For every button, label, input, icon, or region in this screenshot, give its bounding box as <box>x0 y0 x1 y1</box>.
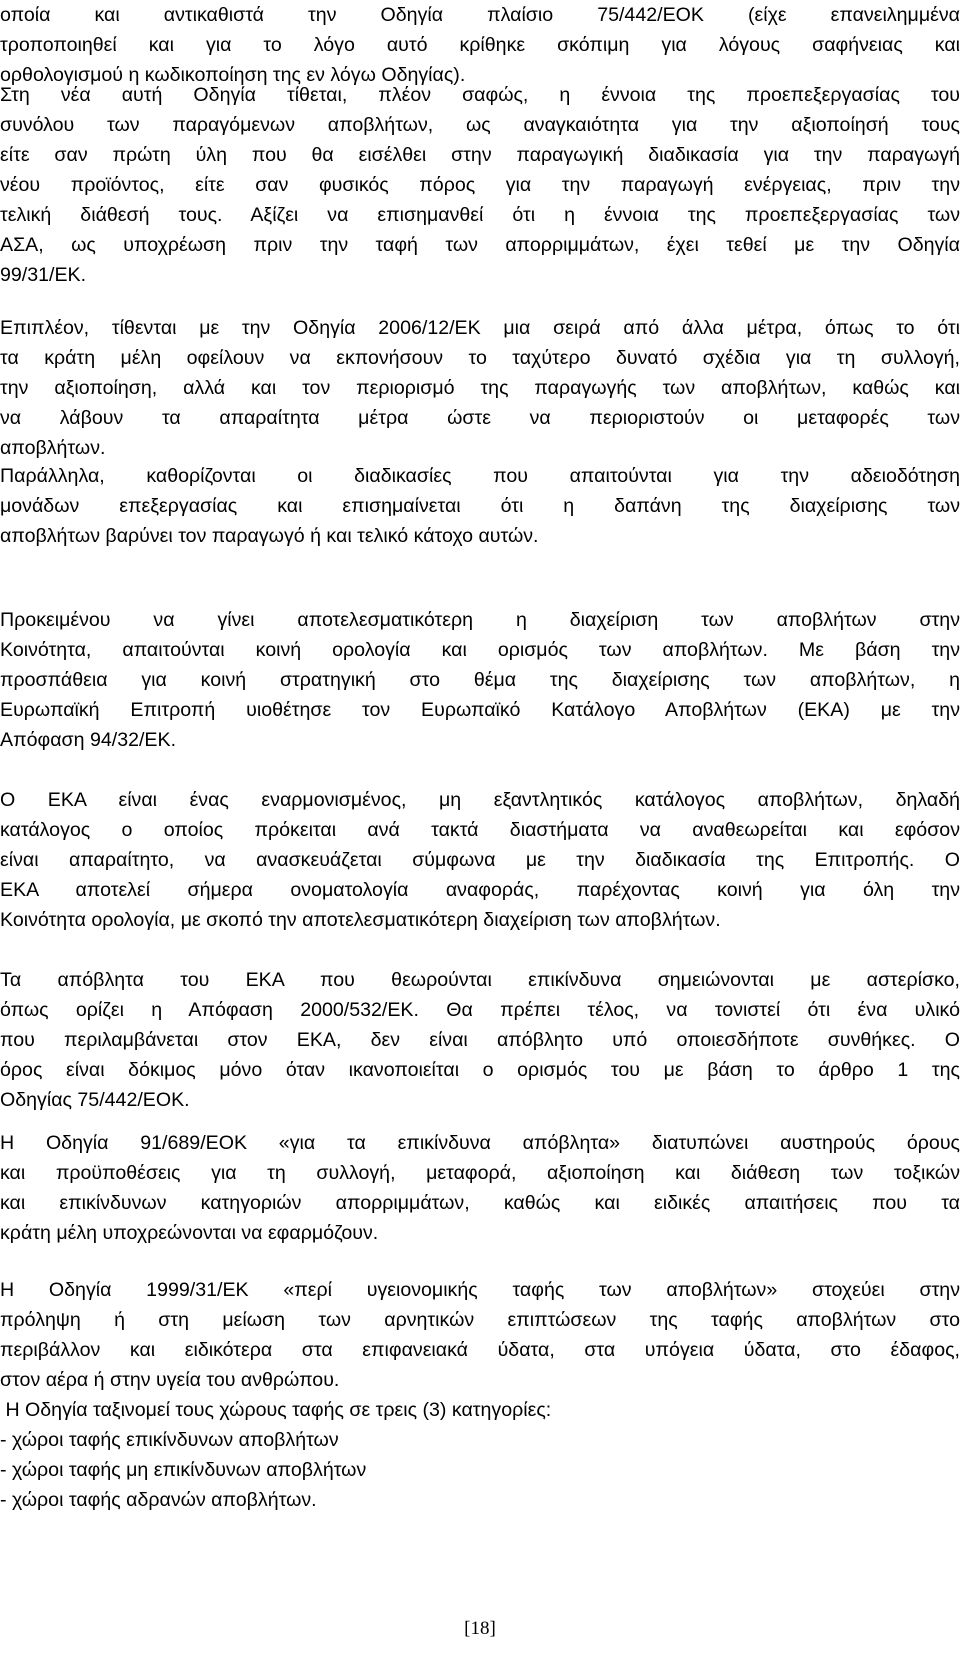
text-line: Κοινότητα ορολογία, με σκοπό την αποτελεσματικότερη διαχείριση των αποβλήτων. <box>0 909 721 931</box>
text-line: είτε σαν πρώτη ύλη που θα εισέλθει στην παραγωγική διαδικασία για την παραγωγή <box>0 144 960 166</box>
text-line: κατάλογος ο οποίος πρόκειται ανά τακτά διαστήματα να αναθεωρείται και εφόσον <box>0 819 960 841</box>
text-line: όπως ορίζει η Απόφαση 2000/532/ΕΚ. Θα πρέπει τέλος, να τονιστεί ότι ένα υλικό <box>0 999 960 1021</box>
text-line: συνόλου των παραγόμενων αποβλήτων, ως αναγκαιότητα για την αξιοποίησή τους <box>0 114 960 136</box>
paragraph-9 <box>0 1275 960 1395</box>
paragraph-3 <box>0 313 960 463</box>
text-line: Τα απόβλητα του ΕΚΑ που θεωρούνται επικίνδυνα σημειώνονται με αστερίσκο, <box>0 969 960 991</box>
text-line: νέου προϊόντος, είτε σαν φυσικός πόρος για την παραγωγή ενέργειας, πριν την <box>0 174 960 196</box>
text-line: όρος είναι δόκιμος μόνο όταν ικανοποιείται ο ορισμός του με βάση το άρθρο 1 της <box>0 1059 960 1081</box>
text-line: περιβάλλον και ειδικότερα στα επιφανειακά ύδατα, στα υπόγεια ύδατα, στο έδαφος, <box>0 1339 960 1361</box>
text-line: Απόφαση 94/32/ΕΚ. <box>0 729 177 751</box>
text-line: και προϋποθέσεις για τη συλλογή, μεταφορά, αξιοποίηση και διάθεση των τοξικών <box>0 1162 960 1184</box>
paragraph-2 <box>0 80 960 290</box>
text-line: στον αέρα ή στην υγεία του ανθρώπου. <box>0 1369 340 1391</box>
text-line: αποβλήτων βαρύνει τον παραγωγό ή και τελικό κάτοχο αυτών. <box>0 525 539 547</box>
text-line: Η Οδηγία 1999/31/ΕΚ «περί υγειονομικής ταφής των αποβλήτων» στοχεύει στην <box>0 1279 960 1301</box>
text-line: 99/31/ΕΚ. <box>0 264 87 286</box>
paragraph-8 <box>0 1128 960 1248</box>
text-line: τροποποιηθεί και για το λόγο αυτό κρίθηκε σκόπιμη για λόγους σαφήνειας και <box>0 34 960 56</box>
text-line: Προκειμένου να γίνει αποτελεσματικότερη η διαχείριση των αποβλήτων στην <box>0 609 960 631</box>
text-line: αποβλήτων. <box>0 437 106 459</box>
text-line: Ο ΕΚΑ είναι ένας εναρμονισμένος, μη εξαντλητικός κατάλογος αποβλήτων, δηλαδή <box>0 789 960 811</box>
text-line: Επιπλέον, τίθενται με την Οδηγία 2006/12/ΕΚ μια σειρά από άλλα μέτρα, όπως το ότι <box>0 317 960 339</box>
text-line: ορθολογισμού η κωδικοποίηση της εν λόγω Οδηγίας). <box>0 64 466 86</box>
text-line: Κοινότητα, απαιτούνται κοινή ορολογία και ορισμός των αποβλήτων. Με βάση την <box>0 639 960 661</box>
text-line: κράτη μέλη υποχρεώνονται να εφαρμόζουν. <box>0 1222 379 1244</box>
page-number: [18] <box>464 1618 496 1639</box>
text-line: που περιλαμβάνεται στον ΕΚΑ, δεν είναι απόβλητο υπό οποιεσδήποτε συνθήκες. Ο <box>0 1029 960 1051</box>
text-line: Παράλληλα, καθορίζονται οι διαδικασίες που απαιτούνται για την αδειοδότηση <box>0 465 960 487</box>
text-line: την αξιοποίηση, αλλά και τον περιορισμό της παραγωγής των αποβλήτων, καθώς και <box>0 377 960 399</box>
text-line: Οδηγίας 75/442/ΕΟΚ. <box>0 1089 190 1111</box>
paragraph-7 <box>0 965 960 1115</box>
text-line: μονάδων επεξεργασίας και επισημαίνεται ότι η δαπάνη της διαχείρισης των <box>0 495 960 517</box>
text-line: τελική διάθεσή τους. Αξίζει να επισημανθεί ότι η έννοια της προεπεξεργασίας των <box>0 204 960 226</box>
text-line: Ευρωπαϊκή Επιτροπή υιοθέτησε τον Ευρωπαϊκό Κατάλογο Αποβλήτων (ΕΚΑ) με την <box>0 699 960 721</box>
paragraph-1 <box>0 0 960 90</box>
text-line: είναι απαραίτητο, να ανασκευάζεται σύμφωνα με την διαδικασία της Επιτροπής. Ο <box>0 849 960 871</box>
text-line: να λάβουν τα απαραίτητα μέτρα ώστε να περιοριστούν οι μεταφορές των <box>0 407 960 429</box>
text-line: και επικίνδυνων κατηγοριών απορριμμάτων, καθώς και ειδικές απαιτήσεις που τα <box>0 1192 960 1214</box>
text-line: ΕΚΑ αποτελεί σήμερα ονοματολογία αναφοράς, παρέχοντας κοινή για όλη την <box>0 879 960 901</box>
text-line: πρόληψη ή στη μείωση των αρνητικών επιπτώσεων της ταφής αποβλήτων στο <box>0 1309 960 1331</box>
paragraph-4 <box>0 461 960 551</box>
landfill-categories <box>0 1395 960 1515</box>
list-intro: Η Οδηγία ταξινομεί τους χώρους ταφής σε τρεις (3) κατηγορίες: <box>0 1399 552 1421</box>
text-line: τα κράτη μέλη οφείλουν να εκπονήσουν το ταχύτερο δυνατό σχέδια για τη συλλογή, <box>0 347 960 369</box>
text-line: Στη νέα αυτή Οδηγία τίθεται, πλέον σαφώς, η έννοια της προεπεξεργασίας του <box>0 84 960 106</box>
list-item: - χώροι ταφής μη επικίνδυνων αποβλήτων <box>0 1459 367 1481</box>
paragraph-6 <box>0 785 960 935</box>
text-line: προσπάθεια για κοινή στρατηγική στο θέμα της διαχείρισης των αποβλήτων, η <box>0 669 960 691</box>
list-item: - χώροι ταφής αδρανών αποβλήτων. <box>0 1489 317 1511</box>
paragraph-5 <box>0 605 960 755</box>
text-line: οποία και αντικαθιστά την Οδηγία πλαίσιο 75/442/ΕΟΚ (είχε επανειλημμένα <box>0 4 960 26</box>
text-line: ΑΣΑ, ως υποχρέωση πριν την ταφή των απορριμμάτων, έχει τεθεί με την Οδηγία <box>0 234 960 256</box>
text-line: Η Οδηγία 91/689/ΕΟΚ «για τα επικίνδυνα απόβλητα» διατυπώνει αυστηρούς όρους <box>0 1132 960 1154</box>
list-item: - χώροι ταφής επικίνδυνων αποβλήτων <box>0 1429 339 1451</box>
